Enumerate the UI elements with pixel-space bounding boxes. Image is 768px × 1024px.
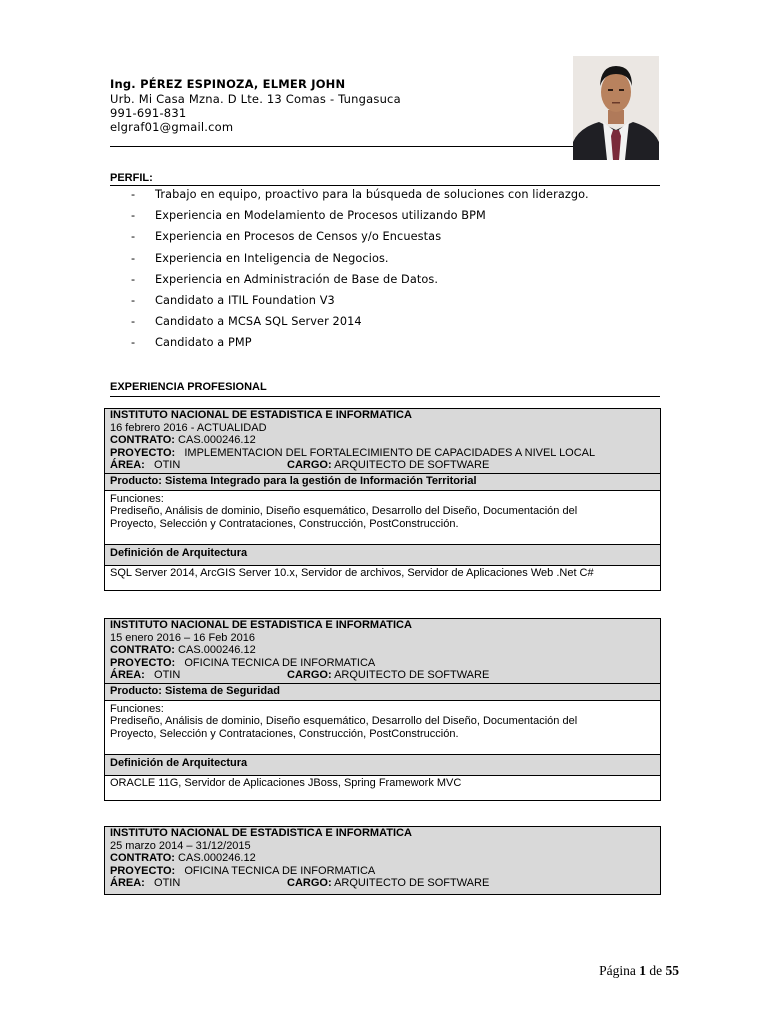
job-period: 25 marzo 2014 – 31/12/2015 [110, 839, 251, 852]
job-producto: Producto: Sistema de Seguridad [105, 683, 660, 700]
job-definicion-label: Definición de Arquitectura [105, 544, 660, 565]
job-area-cargo: ÁREA: OTIN CARGO: ARQUITECTO DE SOFTWARE [110, 877, 490, 890]
profile-photo [573, 56, 659, 160]
job-period: 15 enero 2016 – 16 Feb 2016 [110, 631, 255, 644]
list-item: - Candidato a MCSA SQL Server 2014 [131, 315, 362, 329]
job-org: INSTITUTO NACIONAL DE ESTADISTICA E INFORMATICA [110, 409, 412, 421]
job-producto: Producto: Sistema Integrado para la gestión de Información Territorial [105, 473, 660, 490]
job-funciones: Funciones: Prediseño, Análisis de dominio, Diseño esquemático, Desarrollo del Diseño, Documentación del Proyecto, Selección y Contrataciones, Construcción, PostConstrucción. [105, 700, 660, 755]
candidate-email: elgraf01@gmail.com [110, 120, 234, 134]
experiencia-title: EXPERIENCIA PROFESIONAL [110, 381, 267, 393]
job-proyecto: PROYECTO: OFICINA TECNICA DE INFORMATICA [110, 864, 376, 877]
list-item: - Candidato a ITIL Foundation V3 [131, 293, 335, 307]
job-arquitectura: SQL Server 2014, ArcGIS Server 10.x, Servidor de archivos, Servidor de Aplicaciones Web .Net C# [105, 565, 660, 590]
job-area-cargo: ÁREA: OTIN CARGO: ARQUITECTO DE SOFTWARE [110, 669, 490, 682]
candidate-name: Ing. PÉREZ ESPINOZA, ELMER JOHN [110, 77, 346, 91]
job-funciones: Funciones: Prediseño, Análisis de dominio, Diseño esquemático, Desarrollo del Diseño, Documentación del Proyecto, Selección y Contrataciones, Construcción, PostConstrucción. [105, 490, 660, 545]
job-header [105, 827, 660, 894]
experiencia-divider [110, 396, 660, 397]
job-entry-2 [104, 618, 661, 801]
list-item: - Candidato a PMP [131, 336, 252, 350]
job-org: INSTITUTO NACIONAL DE ESTADISTICA E INFORMATICA [110, 827, 412, 839]
job-entry-1 [104, 408, 661, 591]
job-org: INSTITUTO NACIONAL DE ESTADISTICA E INFORMATICA [110, 619, 412, 631]
job-contrato: CONTRATO: CAS.000246.12 [110, 434, 256, 447]
header-divider [110, 146, 573, 147]
job-definicion-label: Definición de Arquitectura [105, 754, 660, 775]
job-contrato: CONTRATO: CAS.000246.12 [110, 852, 256, 865]
candidate-address: Urb. Mi Casa Mzna. D Lte. 13 Comas - Tungasuca [110, 92, 401, 106]
cv-header [110, 77, 401, 134]
list-item: - Experiencia en Procesos de Censos y/o Encuestas [131, 230, 442, 244]
candidate-phone: 991-691-831 [110, 106, 187, 120]
page-number: Página 1 de 55 [599, 963, 679, 978]
list-item: - Experiencia en Modelamiento de Procesos utilizando BPM [131, 209, 486, 223]
job-header [105, 619, 660, 683]
portrait-image [573, 56, 659, 160]
job-proyecto: PROYECTO: OFICINA TECNICA DE INFORMATICA [110, 656, 376, 669]
job-contrato: CONTRATO: CAS.000246.12 [110, 644, 256, 657]
list-item: - Trabajo en equipo, proactivo para la búsqueda de soluciones con liderazgo. [131, 188, 589, 201]
job-proyecto: PROYECTO: IMPLEMENTACION DEL FORTALECIMIENTO DE CAPACIDADES A NIVEL LOCAL [110, 446, 596, 459]
job-area-cargo: ÁREA: OTIN CARGO: ARQUITECTO DE SOFTWARE [110, 459, 490, 472]
job-arquitectura: ORACLE 11G, Servidor de Aplicaciones JBoss, Spring Framework MVC [105, 775, 660, 800]
job-entry-3 [104, 826, 661, 895]
job-period: 16 febrero 2016 - ACTUALIDAD [110, 421, 267, 434]
list-item: - Experiencia en Inteligencia de Negocios. [131, 251, 389, 265]
job-header [105, 409, 660, 473]
perfil-title: PERFIL: [110, 172, 153, 184]
perfil-list [131, 186, 589, 356]
list-item: - Experiencia en Administración de Base de Datos. [131, 272, 439, 286]
